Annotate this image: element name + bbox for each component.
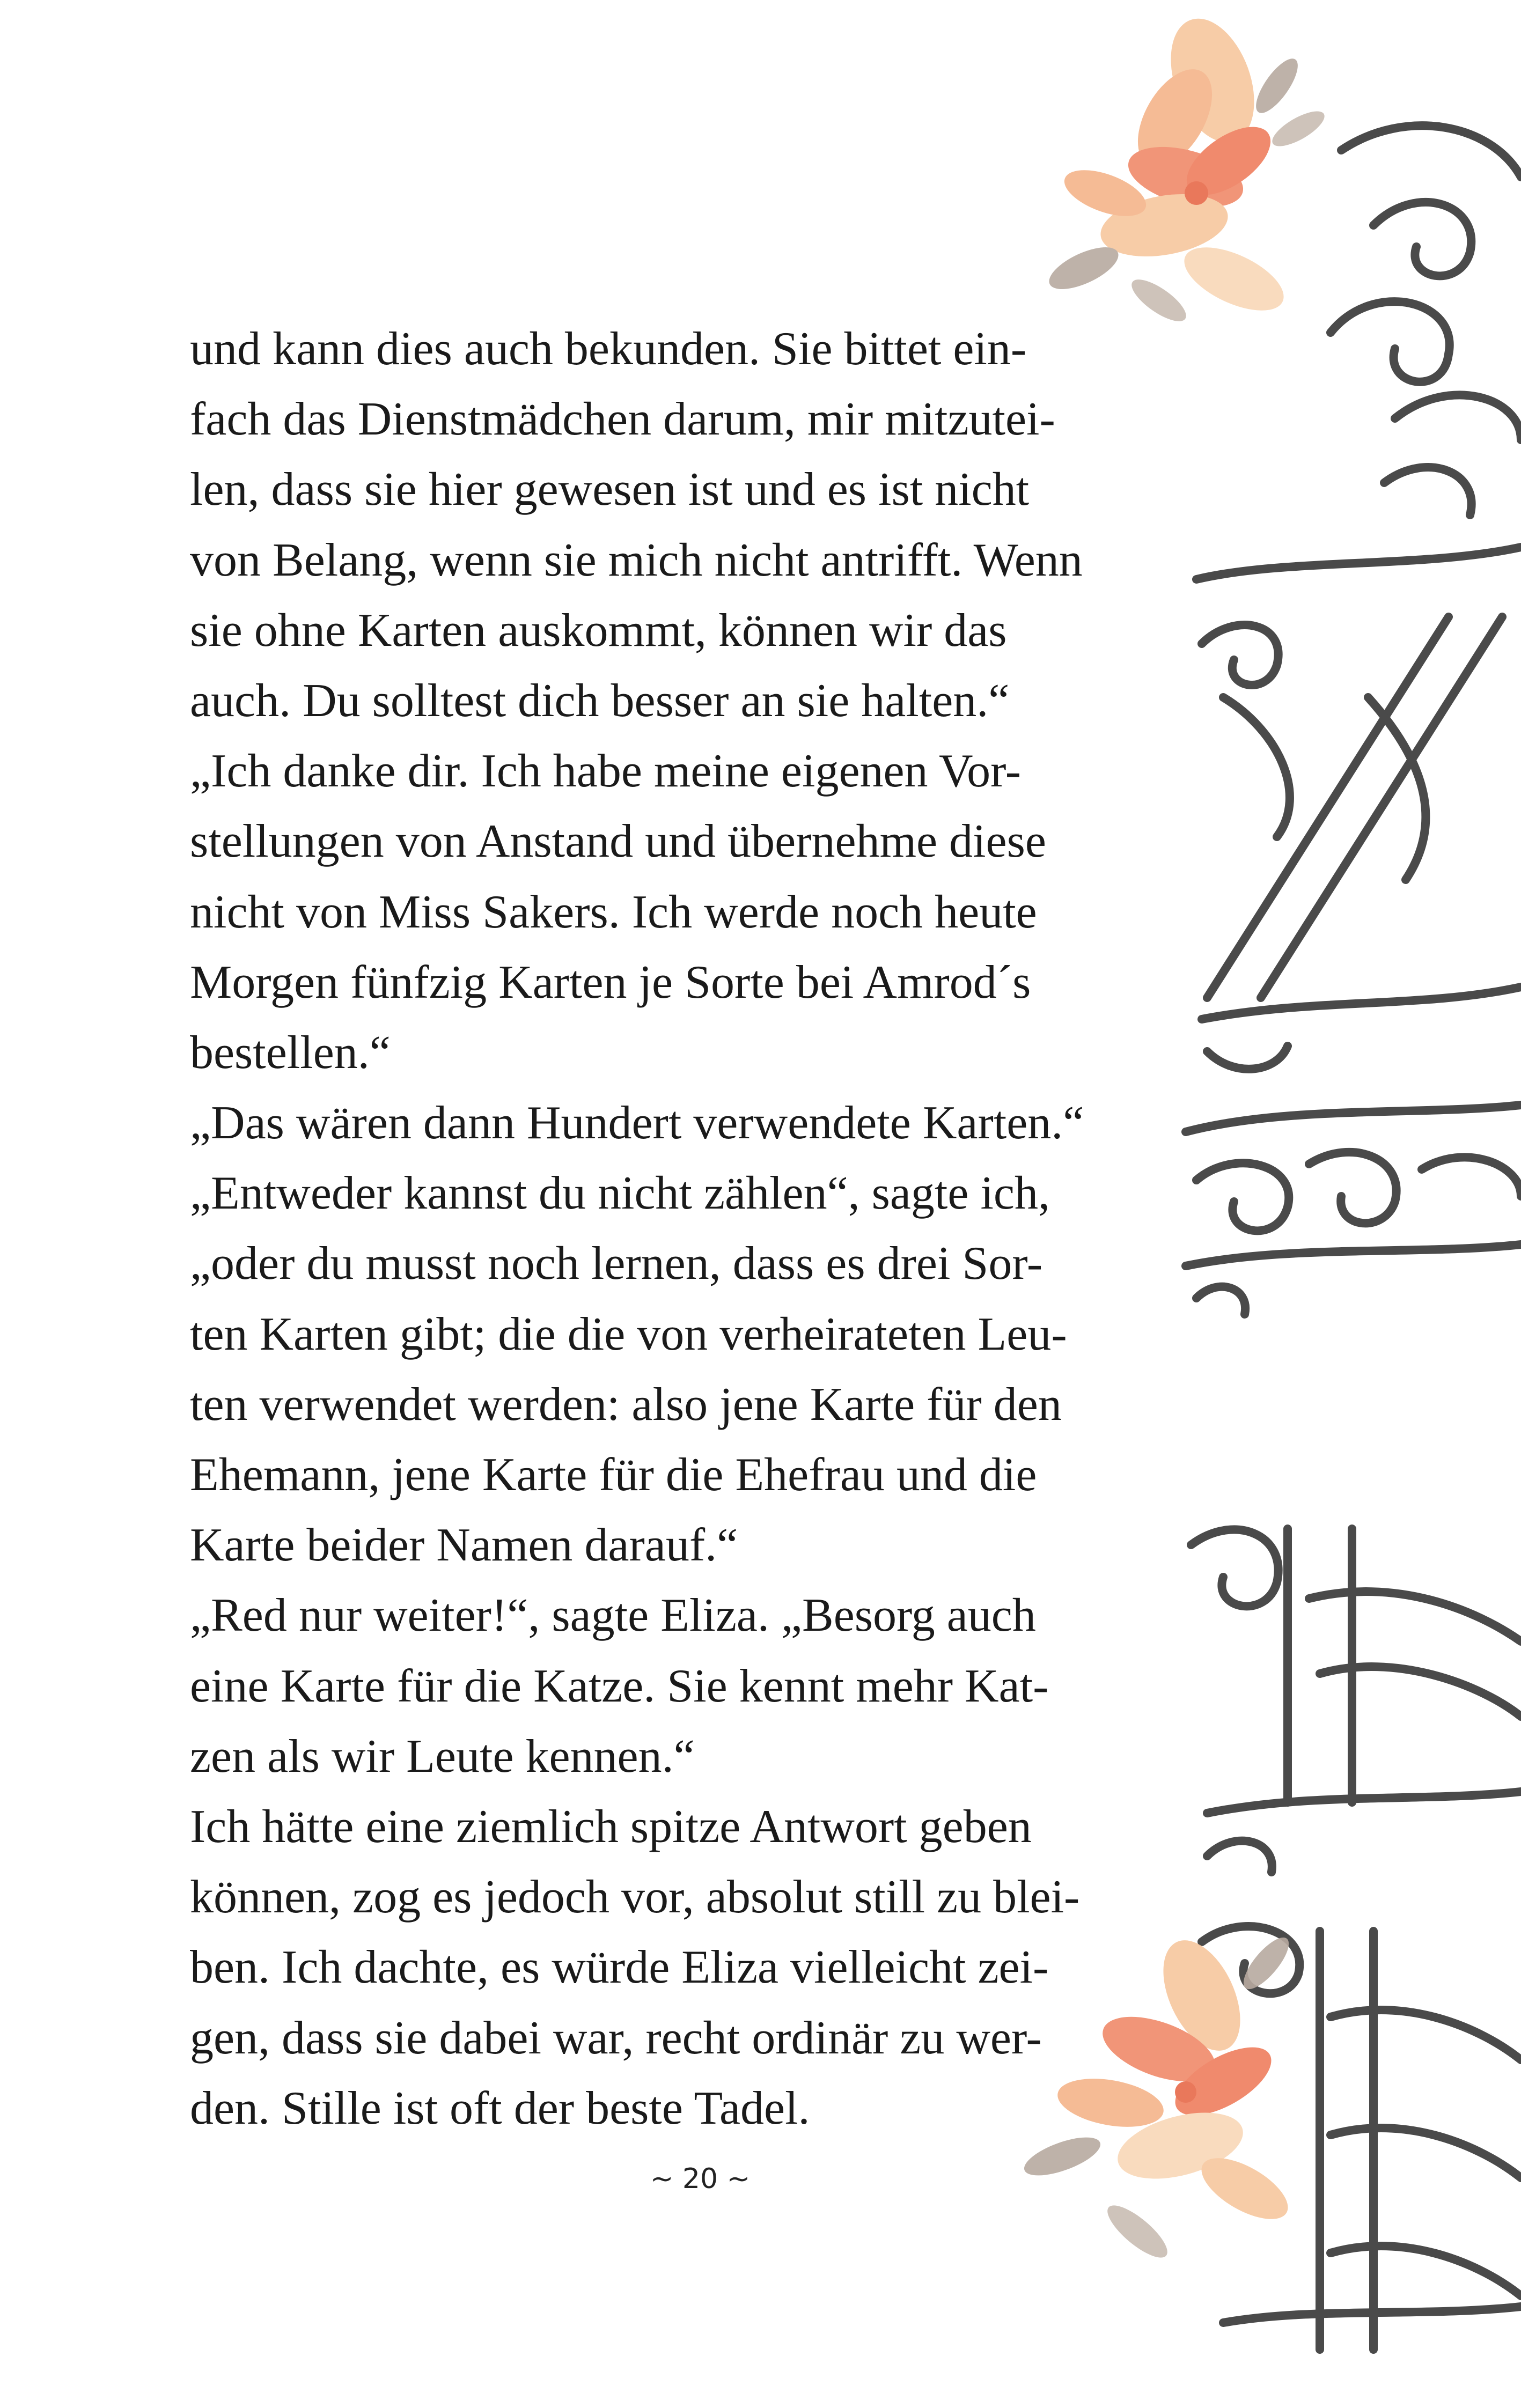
text-line: „Entweder kannst du nicht zählen“, sagte ich, (190, 1167, 1050, 1220)
text-line: ben. Ich dachte, es würde Eliza vielleicht zei- (190, 1941, 1049, 1994)
text-line: Ich hätte eine ziemlich spitze Antwort geben (190, 1800, 1032, 1853)
text-line: „oder du musst noch lernen, dass es drei Sor- (190, 1238, 1043, 1290)
text-line: gen, dass sie dabei war, recht ordinär zu wer- (190, 2012, 1042, 2064)
text-line: sie ohne Karten auskommt, können wir das (190, 604, 1007, 657)
text-line: nicht von Miss Sakers. Ich werde noch heute (190, 886, 1037, 938)
body-text (190, 314, 1209, 2144)
text-line: zen als wir Leute kennen.“ (190, 1730, 695, 1783)
text-line: „Red nur weiter!“, sagte Eliza. „Besorg auch (190, 1589, 1036, 1642)
text-line: Morgen fünfzig Karten je Sorte bei Amrod´s (190, 956, 1031, 1008)
text-line: von Belang, wenn sie mich nicht antrifft. Wenn (190, 534, 1083, 586)
text-line: ten verwendet werden: also jene Karte für den (190, 1378, 1062, 1431)
text-line: ten Karten gibt; die die von verheirateten Leu- (190, 1308, 1067, 1360)
text-line: eine Karte für die Katze. Sie kennt mehr Kat- (190, 1660, 1049, 1712)
text-line: auch. Du solltest dich besser an sie halten.“ (190, 674, 1010, 727)
text-line: len, dass sie hier gewesen ist und es ist nicht (190, 463, 1030, 516)
text-line: „Ich danke dir. Ich habe meine eigenen Vor- (190, 745, 1022, 798)
page-number: ~ 20 ~ (650, 2163, 751, 2195)
text-line: bestellen.“ (190, 1026, 391, 1079)
text-line: können, zog es jedoch vor, absolut still zu blei- (190, 1871, 1080, 1924)
text-line: „Das wären dann Hundert verwendete Karten.“ (190, 1097, 1084, 1150)
text-line: fach das Dienstmädchen darum, mir mitzutei- (190, 393, 1055, 446)
text-line: Ehemann, jene Karte für die Ehefrau und die (190, 1449, 1037, 1501)
text-line: und kann dies auch bekunden. Sie bittet ein- (190, 323, 1027, 375)
text-line: den. Stille ist oft der beste Tadel. (190, 2082, 810, 2134)
text-line: Karte beider Namen darauf.“ (190, 1519, 738, 1572)
text-line: stellungen von Anstand und übernehme diese (190, 815, 1046, 868)
